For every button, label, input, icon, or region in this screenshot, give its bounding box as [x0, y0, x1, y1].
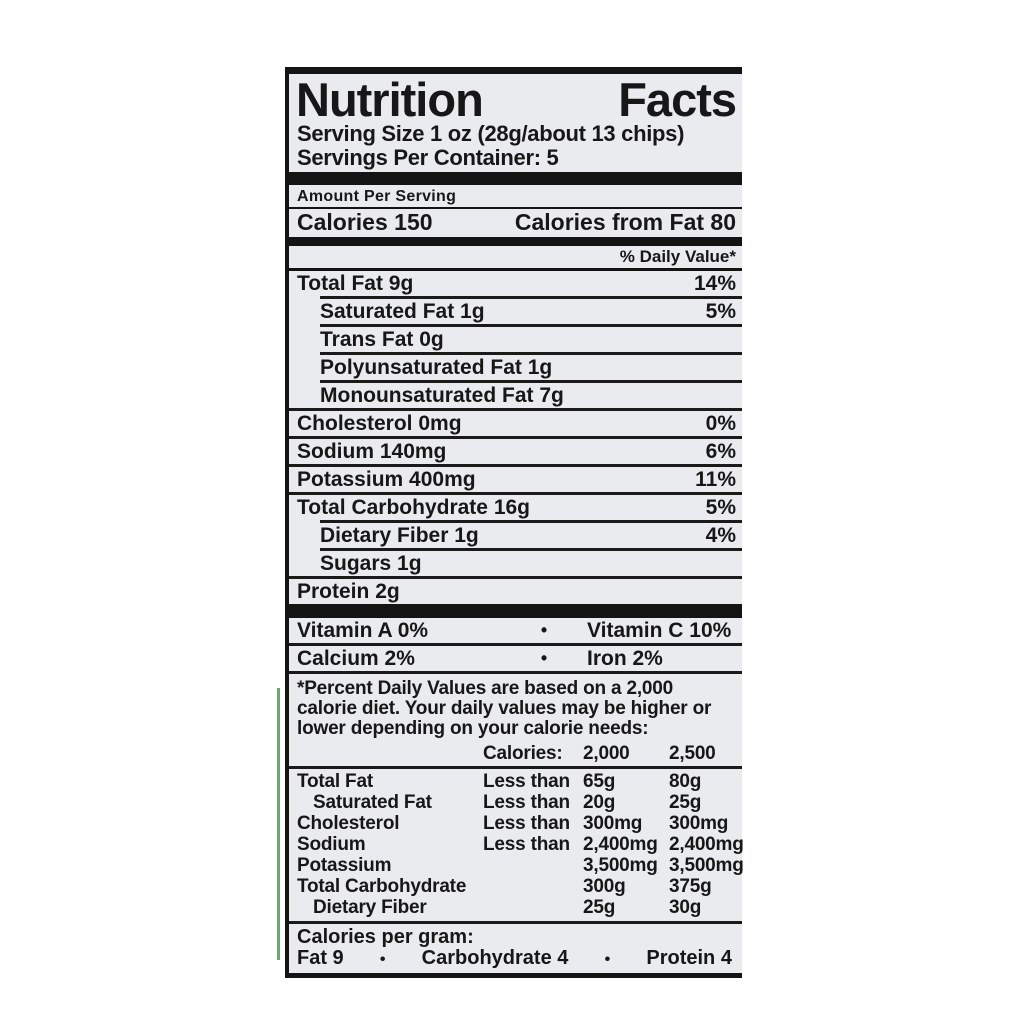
- dv-table-row: [289, 813, 742, 834]
- dv-table-2500-value: 3,500mg: [669, 855, 744, 876]
- dv-table-nutrient: Saturated Fat: [313, 792, 432, 813]
- dv-table-header-2000: 2,000: [583, 743, 630, 764]
- vitamin-row: [289, 618, 742, 643]
- dv-table-nutrient: Sodium: [297, 834, 366, 855]
- bullet-separator: •: [540, 648, 548, 668]
- dv-table-qualifier: Less than: [483, 771, 570, 792]
- nutrient-name-and-amount: [297, 467, 476, 492]
- nutrient-daily-value: 14%: [693, 272, 736, 295]
- dv-table-nutrient: Cholesterol: [297, 813, 400, 834]
- calories-per-gram-items: [289, 948, 742, 973]
- bullet-separator: •: [379, 951, 386, 968]
- dv-table-nutrient: Potassium: [297, 855, 392, 876]
- dv-table-2500-value: 80g: [669, 771, 702, 792]
- nutrient-name: Saturated Fat: [320, 300, 455, 323]
- dv-table-2000-value: 65g: [583, 771, 616, 792]
- daily-value-heading: % Daily Value*: [289, 246, 742, 271]
- nutrient-row: [289, 299, 742, 324]
- nutrient-row: [289, 439, 742, 464]
- label-title: [289, 73, 742, 126]
- dv-table-header: [289, 742, 742, 766]
- vitamin-right-value: Iron 2%: [587, 647, 663, 670]
- bullet-separator: •: [604, 951, 611, 968]
- dv-table-2000-value: 2,400mg: [583, 834, 658, 855]
- dv-table-qualifier: [483, 855, 583, 876]
- nutrient-name: Protein: [297, 580, 370, 603]
- nutrient-row: [289, 495, 742, 520]
- nutrient-row: [289, 271, 742, 296]
- dv-table-row: [289, 876, 742, 897]
- calories-value: Calories 150: [297, 209, 433, 235]
- nutrient-row: [289, 383, 742, 408]
- dv-table-row: [289, 834, 742, 855]
- nutrient-row: [289, 355, 742, 380]
- nutrient-amount: 0mg: [418, 412, 462, 435]
- dv-table-row: [289, 771, 742, 792]
- nutrient-amount: 9g: [388, 272, 414, 295]
- dv-table-header-spacer: [297, 742, 483, 766]
- nutrient-row: [289, 327, 742, 352]
- vitamin-row: [289, 646, 742, 671]
- dv-table-nutrient: Dietary Fiber: [313, 897, 427, 918]
- vitamin-left-value: Vitamin A 0%: [297, 619, 429, 642]
- nutrient-row: [289, 467, 742, 492]
- nutrient-name: Sodium: [297, 440, 374, 463]
- dv-table-body: [289, 769, 742, 921]
- nutrient-name: Trans Fat: [320, 328, 414, 351]
- dv-table-qualifier: Less than: [483, 813, 570, 834]
- nutrient-name: Total Fat: [297, 272, 383, 295]
- nutrient-name-and-amount: [297, 271, 413, 296]
- bullet-separator: •: [540, 620, 548, 640]
- nutrient-name: Polyunsaturated Fat: [320, 356, 522, 379]
- dv-table-qualifier: [483, 897, 583, 918]
- calories-per-gram-heading: Calories per gram:: [297, 926, 474, 948]
- calories-from-fat: Calories from Fat 80: [514, 209, 736, 235]
- nutrient-daily-value: 4%: [705, 524, 736, 547]
- amount-per-serving-heading: Amount Per Serving: [289, 185, 742, 209]
- nutrient-name-and-amount: [297, 383, 564, 408]
- nutrient-amount: 16g: [493, 496, 530, 519]
- separator-bar: [289, 172, 742, 185]
- separator-bar: [289, 237, 742, 246]
- calories-per-gram-item: Fat 9: [297, 947, 344, 969]
- nutrient-amount: 400mg: [409, 468, 476, 491]
- dv-table-2500-value: 25g: [669, 792, 702, 813]
- nutrient-daily-value: 11%: [695, 468, 736, 491]
- title-word-right: Facts: [618, 73, 736, 126]
- nutrient-name-and-amount: [297, 523, 479, 548]
- nutrient-list: [289, 271, 742, 604]
- nutrient-daily-value: 5%: [705, 300, 736, 323]
- nutrient-name: Monounsaturated Fat: [320, 384, 534, 407]
- nutrient-amount: 1g: [527, 356, 553, 379]
- nutrient-amount: 0g: [419, 328, 444, 351]
- serving-size-text: Serving Size 1 oz (28g/about 13 chips): [297, 121, 685, 146]
- nutrient-amount: 1g: [460, 300, 485, 323]
- bottom-border-bar: [289, 973, 742, 978]
- dv-table-2000-value: 3,500mg: [583, 855, 658, 876]
- nutrient-name: Potassium: [297, 468, 404, 491]
- nutrient-amount: 1g: [454, 524, 479, 547]
- dv-table-row: [289, 792, 742, 813]
- dv-table-2000-value: 300mg: [583, 813, 643, 834]
- nutrient-name-and-amount: [297, 579, 400, 604]
- package-edge-strip: [277, 688, 280, 960]
- separator-bar: [289, 604, 742, 618]
- servings-per-container-text: Servings Per Container: 5: [297, 145, 559, 170]
- nutrient-name-and-amount: [297, 355, 552, 380]
- calories-per-gram-item: Carbohydrate 4: [421, 947, 569, 969]
- nutrient-row: [289, 411, 742, 436]
- vitamin-right-value: Vitamin C 10%: [587, 619, 732, 642]
- calories-per-gram-item: Protein 4: [646, 947, 732, 969]
- dv-table-header-2500: 2,500: [669, 743, 716, 764]
- dv-table-header-calories: Calories:: [483, 743, 563, 764]
- nutrient-daily-value: 0%: [705, 412, 736, 435]
- nutrient-name-and-amount: [297, 411, 462, 436]
- nutrition-facts-label: [285, 67, 742, 978]
- dv-table-2500-value: 300mg: [669, 813, 729, 834]
- daily-value-footnote: *Percent Daily Values are based on a 2,000 calorie diet. Your daily values may be higher or lower depending on your calorie needs:: [297, 678, 712, 739]
- nutrient-name-and-amount: [297, 299, 485, 324]
- dv-table-qualifier: [483, 876, 583, 897]
- nutrient-amount: 7g: [539, 384, 564, 407]
- nutrient-row: [289, 579, 742, 604]
- nutrient-row: [289, 523, 742, 548]
- dv-table-qualifier: Less than: [483, 834, 570, 855]
- nutrient-daily-value: 5%: [705, 496, 736, 519]
- dv-table-2000-value: 300g: [583, 876, 626, 897]
- dv-table-nutrient: Total Carbohydrate: [297, 876, 467, 897]
- dv-table-row: [289, 855, 742, 876]
- nutrient-name-and-amount: [297, 327, 444, 352]
- dv-table-qualifier: Less than: [483, 792, 570, 813]
- nutrient-name: Cholesterol: [297, 412, 413, 435]
- dv-table-2500-value: 2,400mg: [669, 834, 744, 855]
- nutrient-name-and-amount: [297, 551, 422, 576]
- nutrient-name-and-amount: [297, 495, 530, 520]
- nutrient-amount: 2g: [375, 580, 400, 603]
- vitamin-left-value: Calcium 2%: [297, 647, 415, 670]
- vitamin-list: [289, 618, 742, 674]
- nutrient-name: Sugars: [320, 552, 392, 575]
- nutrient-name: Total Carbohydrate: [297, 496, 488, 519]
- calories-row: [289, 209, 742, 237]
- nutrient-name: Dietary Fiber: [320, 524, 449, 547]
- nutrient-amount: 140mg: [379, 440, 447, 463]
- nutrient-amount: 1g: [397, 552, 422, 575]
- dv-table-2000-value: 25g: [583, 897, 616, 918]
- dv-table-row: [289, 897, 742, 918]
- dv-table-nutrient: Total Fat: [297, 771, 373, 792]
- title-word-left: Nutrition: [296, 73, 483, 126]
- nutrient-name-and-amount: [297, 439, 446, 464]
- dv-table-2500-value: 375g: [669, 876, 712, 897]
- dv-table-2500-value: 30g: [669, 897, 702, 918]
- dv-table-2000-value: 20g: [583, 792, 616, 813]
- nutrient-daily-value: 6%: [705, 440, 736, 463]
- nutrient-row: [289, 551, 742, 576]
